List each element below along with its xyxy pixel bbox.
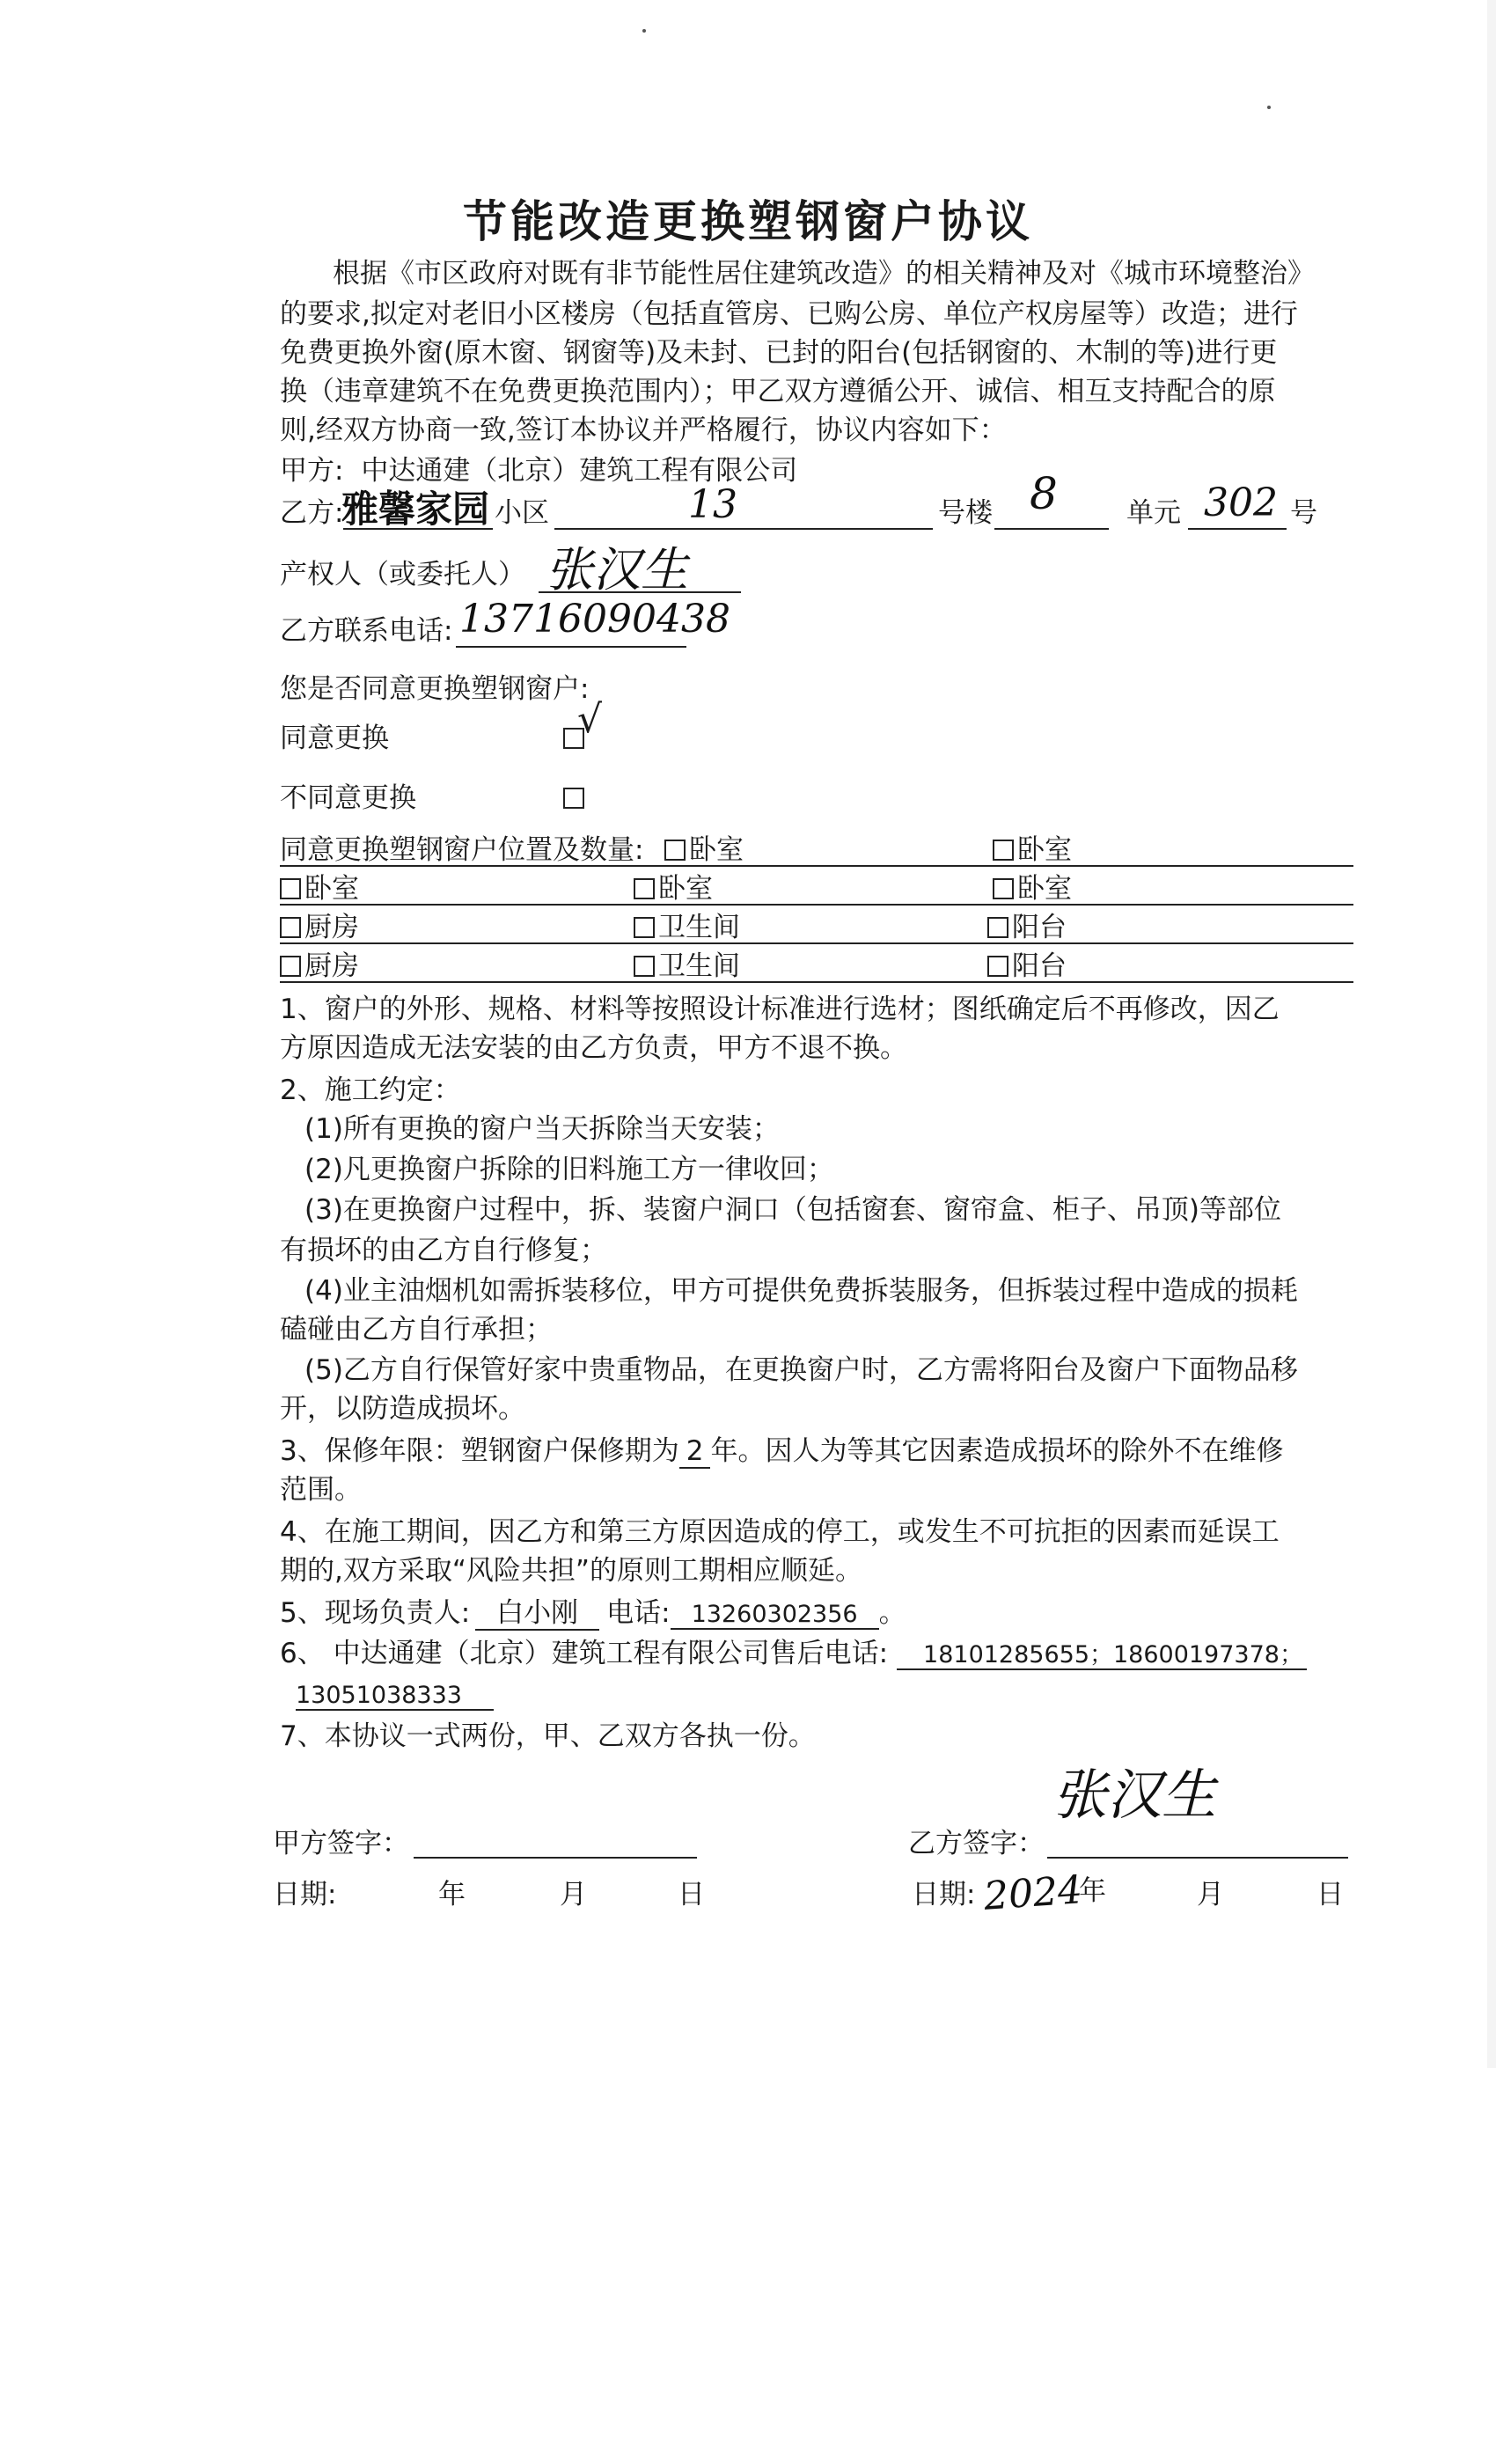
- checkbox-square-icon: [993, 840, 1014, 861]
- term-2-3: (3)在更换窗户过程中，拆、装窗户洞口（包括窗套、窗帘盒、柜子、吊顶)等部位: [304, 1194, 1282, 1226]
- checkbox-square-icon: [664, 840, 686, 861]
- checkbox-square-icon: [563, 788, 584, 809]
- checkbox-square-icon: [634, 878, 655, 899]
- table-rule: [280, 865, 1353, 867]
- party-a-date-month: 月: [560, 1879, 587, 1910]
- building-label: 号楼: [938, 497, 993, 529]
- term-2: 2、施工约定：: [280, 1074, 461, 1106]
- party-b-sign-label: 乙方签字：: [908, 1828, 1045, 1859]
- community-underline: [343, 528, 493, 530]
- position-checkbox[interactable]: 卧室: [280, 871, 359, 906]
- table-rule: [280, 981, 1353, 983]
- intro-line-5: 则,经双方协商一致,签订本协议并严格履行，协议内容如下：: [280, 414, 1007, 446]
- owner-signature: 张汉生: [546, 542, 688, 598]
- term-1: 1、窗户的外形、规格、材料等按照设计标准进行选材；图纸确定后不再修改，因乙: [280, 994, 1280, 1025]
- party-a-date-year: 年: [438, 1879, 466, 1910]
- term-6-cont: [296, 1674, 494, 1716]
- position-checkbox[interactable]: 卫生间: [634, 949, 740, 984]
- owner-label: 产权人（或委托人）: [280, 559, 525, 590]
- unit-value: 8: [1030, 468, 1058, 519]
- checkbox-square-icon: [993, 878, 1014, 899]
- term-2-1: (1)所有更换的窗户当天拆除当天安装；: [304, 1113, 780, 1145]
- position-checkbox[interactable]: 厨房: [280, 910, 359, 945]
- disagree-label: 不同意更换: [280, 782, 416, 814]
- room-value: 302: [1204, 480, 1278, 525]
- term-3: 3、保修年限：塑钢窗户保修期为 2 年。因人为等其它因素造成损坏的除外不在维修: [280, 1435, 1284, 1467]
- checkbox-square-icon: [987, 956, 1008, 977]
- phone-value: 13716090438: [459, 597, 730, 642]
- owner-underline: [539, 591, 741, 593]
- phone-underline: [456, 646, 686, 648]
- term-4-cont: 期的,双方采取“风险共担”的原则工期相应顺延。: [280, 1555, 862, 1587]
- unit-underline: [994, 528, 1109, 530]
- position-checkbox[interactable]: 卧室: [993, 832, 1072, 868]
- position-checkbox[interactable]: 阳台: [987, 949, 1067, 984]
- party-b-sign-line[interactable]: [1047, 1857, 1348, 1859]
- checkbox-square-icon: [634, 956, 655, 977]
- party-b-label: 乙方:: [280, 497, 344, 529]
- checkbox-square-icon: [280, 917, 301, 938]
- scan-speck: [1267, 106, 1271, 109]
- party-a-value: 中达通建（北京）建筑工程有限公司: [361, 455, 798, 487]
- term-6: 6、 中达通建（北京）建筑工程有限公司售后电话: 18101285655；18600197378；: [280, 1633, 1307, 1676]
- table-rule: [280, 942, 1353, 944]
- disagree-checkbox[interactable]: [563, 778, 588, 818]
- party-a-date-day: 日: [678, 1879, 705, 1910]
- agree-label: 同意更换: [280, 722, 389, 754]
- term-2-4-cont: 磕碰由乙方自行承担；: [280, 1314, 553, 1346]
- term-5: 5、现场负责人: 白小刚 电话: 13260302356 。: [280, 1597, 906, 1629]
- checkbox-square-icon: [280, 878, 301, 899]
- building-underline: [554, 528, 933, 530]
- check-mark-icon: √: [577, 697, 603, 742]
- party-a-label: 甲方:: [280, 455, 344, 487]
- term-2-2: (2)凡更换窗户拆除的旧料施工方一律收回；: [304, 1154, 834, 1185]
- table-rule: [280, 904, 1353, 906]
- position-checkbox[interactable]: 卧室: [664, 832, 744, 868]
- party-b-year-value: 2024: [982, 1867, 1084, 1919]
- community-value: 雅馨家园: [341, 488, 490, 531]
- document-title: 节能改造更换塑钢窗户协议: [463, 196, 1033, 247]
- phone-label: 乙方联系电话:: [280, 615, 453, 647]
- intro-line-2: 的要求,拟定对老旧小区楼房（包括直管房、已购公房、单位产权房屋等）改造；进行: [280, 298, 1298, 330]
- position-checkbox[interactable]: 阳台: [987, 910, 1067, 945]
- scan-speck: [642, 29, 646, 33]
- after-sales-phones: 18101285655；18600197378；: [897, 1641, 1307, 1670]
- party-b-date-year: 年: [1079, 1875, 1106, 1907]
- positions-label: 同意更换塑钢窗户位置及数量:: [280, 834, 644, 866]
- intro-line-4: 换（违章建筑不在免费更换范围内）；甲乙双方遵循公开、诚信、相互支持配合的原: [280, 376, 1276, 407]
- term-4: 4、在施工期间，因乙方和第三方原因造成的停工，或发生不可抗拒的因素而延误工: [280, 1516, 1280, 1548]
- scan-edge: [1487, 0, 1496, 2068]
- position-checkbox[interactable]: 厨房: [280, 949, 359, 984]
- term-2-3-cont: 有损坏的由乙方自行修复；: [280, 1235, 607, 1266]
- position-checkbox[interactable]: 卧室: [634, 871, 713, 906]
- position-checkbox[interactable]: 卫生间: [634, 910, 740, 945]
- site-manager-phone: 13260302356: [671, 1601, 879, 1630]
- room-underline: [1188, 528, 1287, 530]
- term-1-cont: 方原因造成无法安装的由乙方负责，甲方不退不换。: [280, 1032, 907, 1064]
- intro-line-3: 免费更换外窗(原木窗、钢窗等)及未封、已封的阳台(包括钢窗的、木制的等)进行更: [280, 337, 1278, 369]
- party-b-date-day: 日: [1316, 1879, 1344, 1910]
- term-2-5-cont: 开，以防造成损坏。: [280, 1393, 525, 1425]
- building-value: 13: [688, 482, 737, 527]
- term-2-4: (4)业主油烟机如需拆装移位，甲方可提供免费拆装服务，但拆装过程中造成的损耗: [304, 1275, 1298, 1307]
- party-b-signature: 张汉生: [1052, 1763, 1217, 1827]
- checkbox-square-icon: [280, 956, 301, 977]
- consent-question: 您是否同意更换塑钢窗户:: [280, 673, 590, 705]
- community-label: 小区: [495, 497, 549, 529]
- party-a-sign-label: 甲方签字：: [273, 1828, 409, 1859]
- checkbox-square-icon: [987, 917, 1008, 938]
- term-3-cont: 范围。: [280, 1474, 362, 1506]
- party-b-date-label: 日期:: [912, 1879, 976, 1910]
- site-manager-name: 白小刚: [475, 1597, 599, 1631]
- checkbox-square-icon: [634, 917, 655, 938]
- position-checkbox[interactable]: 卧室: [993, 871, 1072, 906]
- term-2-5: (5)乙方自行保管好家中贵重物品，在更换窗户时，乙方需将阳台及窗户下面物品移: [304, 1354, 1298, 1386]
- party-a-sign-line[interactable]: [414, 1857, 697, 1859]
- term-7: 7、本协议一式两份，甲、乙双方各执一份。: [280, 1720, 816, 1752]
- unit-label: 单元: [1126, 497, 1181, 529]
- after-sales-phone-3: 13051038333: [296, 1682, 494, 1711]
- party-b-date-month: 月: [1197, 1879, 1224, 1910]
- room-label: 号: [1290, 497, 1317, 529]
- warranty-years: 2: [679, 1435, 711, 1469]
- intro-line-1: 根据《市区政府对既有非节能性居住建筑改造》的相关精神及对《城市环境整治》: [333, 258, 1315, 290]
- party-a-date-label: 日期:: [273, 1879, 337, 1910]
